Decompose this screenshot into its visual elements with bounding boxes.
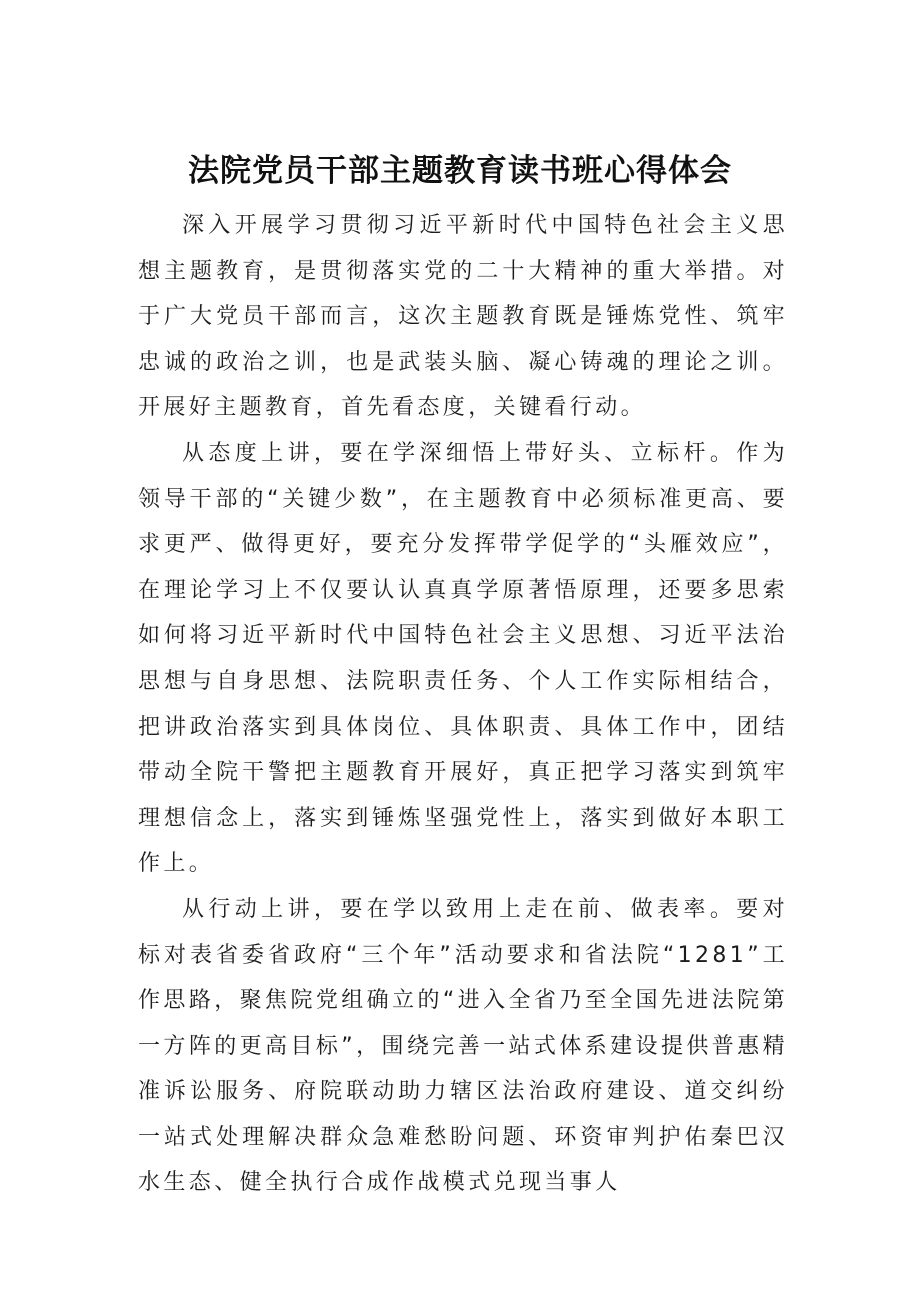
paragraph: 从行动上讲，要在学以致用上走在前、做表率。要对标对表省委省政府“三个年”活动要求和省法院“1281”工作思路，聚焦院党组确立的“进入全省乃至全国先进法院第一方阵的更高目标”，围绕完善一站式体系建设提供普惠精准诉讼服务、府院联动助力辖区法治政府建设、道交纠纷一站式处理解决群众急难愁盼问题、环资审判护佑秦巴汉水生态、健全执行合成作战模式兑现当事人 bbox=[138, 896, 788, 1196]
document-body bbox=[138, 203, 788, 1206]
document-title: 法院党员干部主题教育读书班心得体会 bbox=[188, 152, 732, 189]
paragraph: 深入开展学习贯彻习近平新时代中国特色社会主义思想主题教育，是贯彻落实党的二十大精神的重大举措。对于广大党员干部而言，这次主题教育既是锤炼党性、筑牢忠诚的政治之训，也是武装头脑、凝心铸魂的理论之训。开展好主题教育，首先看态度，关键看行动。 bbox=[138, 213, 788, 421]
paragraph: 从态度上讲，要在学深细悟上带好头、立标杆。作为领导干部的“关键少数”，在主题教育中必须标准更高、要求更严、做得更好，要充分发挥带学促学的“头雁效应”，在理论学习上不仅要认认真真学原著悟原理，还要多思索如何将习近平新时代中国特色社会主义思想、习近平法治思想与自身思想、法院职责任务、个人工作实际相结合，把讲政治落实到具体岗位、具体职责、具体工作中，团结带动全院干警把主题教育开展好，真正把学习落实到筑牢理想信念上，落实到锤炼坚强党性上，落实到做好本职工作上。 bbox=[138, 440, 788, 877]
